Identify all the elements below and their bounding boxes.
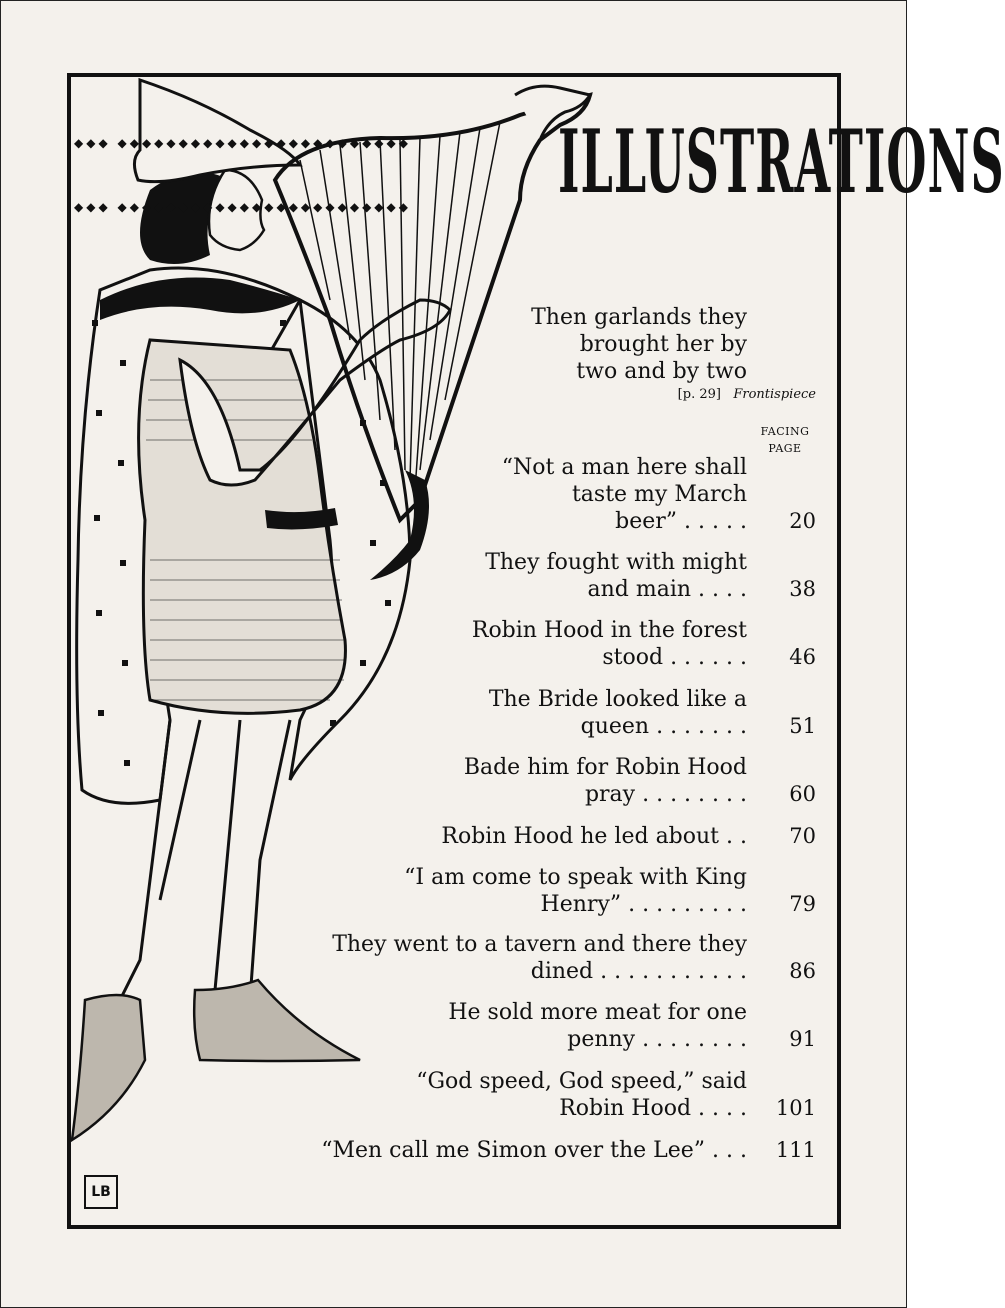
entry-line: queen . . . . . . . [580, 714, 747, 739]
page-number: 38 [789, 577, 816, 601]
facing-label: FACING [760, 425, 810, 438]
list-item [300, 999, 816, 1053]
artist-monogram: LB [84, 1175, 118, 1209]
entry-line: penny . . . . . . . . [567, 1027, 747, 1052]
page-number: 46 [789, 645, 816, 669]
entry-line: “God speed, God speed,” said [416, 1069, 747, 1094]
entry-line: “I am come to speak with King [404, 865, 747, 890]
page-number: 111 [775, 1138, 816, 1162]
entry-line: Robin Hood . . . . [559, 1096, 747, 1121]
list-item [300, 617, 816, 671]
page-title: ILLUSTRATIONS [558, 110, 1005, 213]
frontispiece-line: brought her by [579, 332, 747, 357]
frontispiece-entry [480, 304, 747, 385]
list-item [300, 454, 816, 535]
page-label: PAGE [768, 442, 802, 455]
entry-line: The Bride looked like a [488, 687, 747, 712]
list-item [300, 549, 816, 603]
list-item [300, 823, 816, 850]
entry-line: He sold more meat for one [448, 1000, 747, 1025]
frontispiece-line: two and by two [576, 359, 747, 384]
frontispiece-page-ref: [p. 29] [677, 387, 721, 402]
diamond-ornament-top: ◆◆◆ ◆◆◆◆◆◆◆◆◆◆◆◆◆◆◆◆◆◆◆◆◆◆◆◆ [74, 136, 411, 150]
entry-line: beer” . . . . . [615, 509, 747, 534]
page-number: 70 [789, 824, 816, 848]
entry-line: “Not a man here shall [501, 455, 747, 480]
page-number: 60 [789, 782, 816, 806]
page-number: 20 [789, 509, 816, 533]
list-item [300, 686, 816, 740]
page-number: 91 [789, 1027, 816, 1051]
list-item [170, 1137, 816, 1164]
entry-line: “Men call me Simon over the Lee” . . . [321, 1138, 747, 1163]
entry-line: Bade him for Robin Hood [463, 755, 747, 780]
page-number: 51 [789, 714, 816, 738]
diamond-ornament-bottom: ◆◆◆ ◆◆◆◆◆◆◆◆◆◆◆◆◆◆◆◆◆◆◆◆◆◆◆◆ [74, 200, 411, 214]
frontispiece-line: Then garlands they [531, 305, 747, 330]
frontispiece-reference [600, 387, 816, 402]
list-item [300, 754, 816, 808]
list-item [300, 1068, 816, 1122]
page-number: 79 [789, 892, 816, 916]
entry-line: Robin Hood he led about . . [441, 824, 747, 849]
page-number: 86 [789, 959, 816, 983]
entry-line: They went to a tavern and there they [332, 932, 747, 957]
entry-line: and main . . . . [587, 577, 747, 602]
left-shoe [72, 995, 145, 1140]
entry-line: stood . . . . . . [602, 645, 747, 670]
frontispiece-label: Frontispiece [733, 387, 816, 402]
list-item [270, 864, 816, 918]
entry-line: pray . . . . . . . . [584, 782, 747, 807]
entry-line: They fought with might [485, 550, 747, 575]
entry-line: taste my March [571, 482, 747, 507]
hat [134, 80, 300, 182]
entry-line: dined . . . . . . . . . . . [530, 959, 747, 984]
facing-page-label [754, 423, 816, 457]
page-number: 101 [775, 1096, 816, 1120]
list-item [250, 931, 816, 985]
entry-line: Robin Hood in the forest [471, 618, 747, 643]
entry-line: Henry” . . . . . . . . . [540, 892, 747, 917]
